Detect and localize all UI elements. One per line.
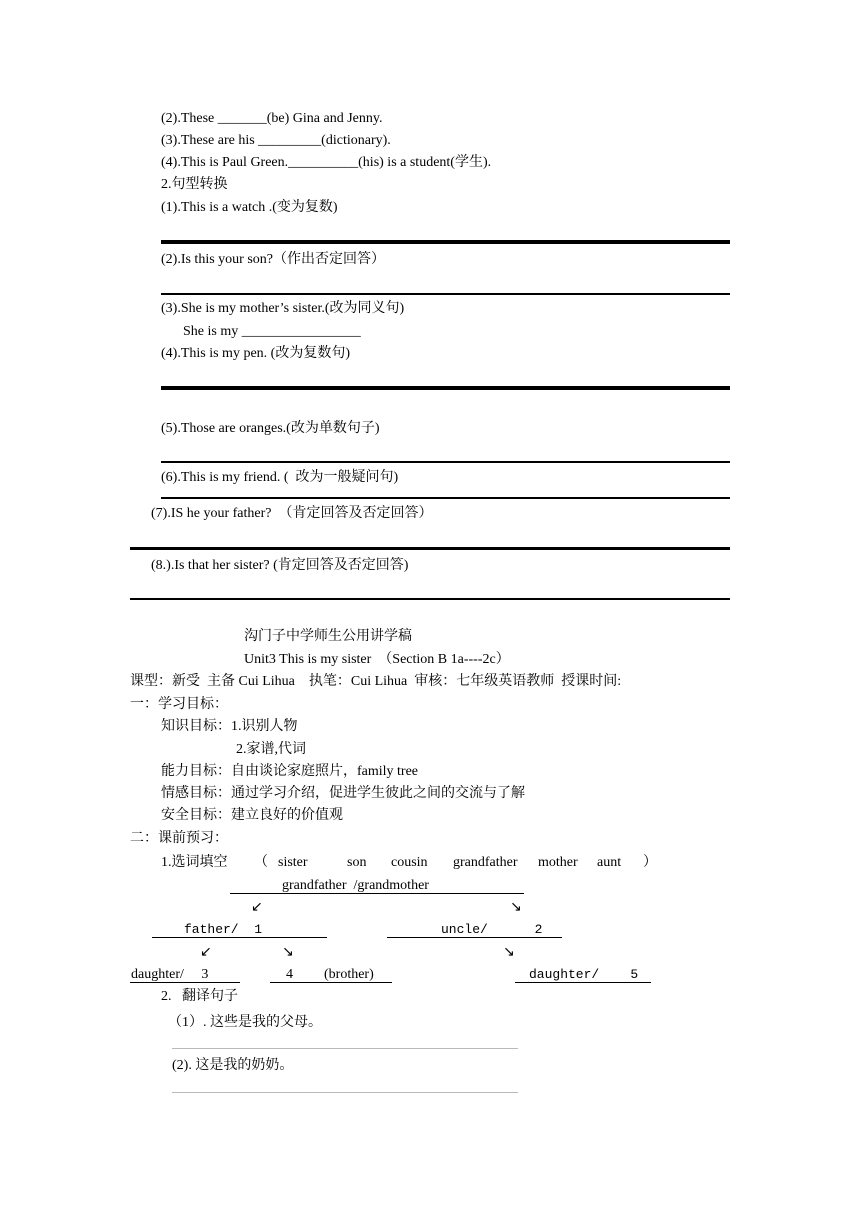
question-6: (6).This is my friend. ( 改为一般疑问句) — [161, 470, 399, 485]
unit-title: Unit3 This is my sister （Section B 1a----2c） — [244, 652, 510, 667]
arrow-down-right-icon: ↘ — [503, 944, 515, 960]
ability-goal: 能力目标：自由谈论家庭照片，family tree — [161, 764, 419, 779]
translate-sentence-1: （1）. 这些是我的父母。 — [168, 1015, 322, 1030]
arrow-down-right-icon: ↘ — [510, 899, 522, 915]
word-bank-item: mother — [538, 855, 578, 870]
goals-heading: 一：学习目标： — [130, 697, 228, 712]
emotion-goal: 情感目标：通过学习介绍，促进学生彼此之间的交流与了解 — [161, 786, 525, 801]
tree-child-right: daughter/ 5 — [529, 967, 639, 982]
word-bank-item: son — [347, 855, 367, 870]
arrow-down-right-icon: ↘ — [282, 944, 294, 960]
exercise-item-4: (4).This is Paul Green.__________(his) is a student(学生). — [161, 155, 492, 170]
question-2: (2).Is this your son?（作出否定回答） — [161, 252, 385, 267]
preview-heading: 二：课前预习： — [130, 831, 228, 846]
word-bank-item: grandfather — [453, 855, 518, 870]
tree-grandparents: grandfather /grandmother — [282, 878, 429, 893]
question-8: (8.).Is that her sister? (肯定回答及否定回答) — [151, 558, 409, 573]
word-bank-open-paren: （ — [254, 855, 268, 870]
question-7: (7).IS he your father? （肯定回答及否定回答） — [151, 506, 433, 521]
question-4: (4).This is my pen. (改为复数句) — [161, 346, 350, 361]
word-bank-item: aunt — [597, 855, 622, 870]
question-3-answer: She is my _________________ — [183, 324, 361, 339]
translate-heading: 2. 翻译句子 — [161, 989, 238, 1004]
school-title: 沟门子中学师生公用讲学稿 — [244, 629, 412, 644]
answer-line — [161, 293, 730, 295]
tree-child-mid-number: 4 — [286, 967, 293, 982]
tree-child-left: daughter/ 3 — [131, 967, 209, 982]
answer-line — [161, 240, 730, 244]
arrow-down-left-icon: ↙ — [200, 944, 212, 960]
answer-line — [130, 547, 730, 550]
exercise-item-2: (2).These _______(be) Gina and Jenny. — [161, 111, 383, 126]
answer-line — [130, 598, 730, 600]
answer-line — [161, 386, 730, 390]
tree-child-mid-word: (brother) — [324, 967, 374, 982]
exercise-item-3: (3).These are his _________(dictionary). — [161, 133, 391, 148]
question-5: (5).Those are oranges.(改为单数句子) — [161, 421, 380, 436]
answer-line — [161, 461, 730, 463]
arrow-down-left-icon: ↙ — [251, 899, 263, 915]
tree-right-parent: uncle/ 2 — [441, 922, 543, 937]
knowledge-goal-1: 知识目标：1.识别人物 — [161, 719, 298, 734]
word-choice-label: 1.选词填空 — [161, 855, 228, 870]
safety-goal: 安全目标：建立良好的价值观 — [161, 808, 343, 823]
word-bank-item: cousin — [391, 855, 428, 870]
answer-line — [172, 1092, 518, 1093]
knowledge-goal-2: 2.家谱,代词 — [236, 742, 306, 757]
answer-line — [161, 497, 730, 499]
lesson-meta: 课型：新受 主备 Cui Lihua 执笔：Cui Lihua 审核：七年级英语教师 授课时间: — [130, 674, 622, 689]
word-bank-close-paren: ） — [643, 855, 657, 870]
answer-line — [172, 1048, 518, 1049]
section-heading-sentence-transform: 2.句型转换 — [161, 177, 228, 192]
question-1: (1).This is a watch .(变为复数) — [161, 200, 338, 215]
tree-left-parent: father/ 1 — [184, 922, 263, 937]
question-3: (3).She is my mother’s sister.(改为同义句) — [161, 301, 405, 316]
word-bank-item: sister — [278, 855, 308, 870]
translate-sentence-2: (2). 这是我的奶奶。 — [172, 1058, 294, 1073]
